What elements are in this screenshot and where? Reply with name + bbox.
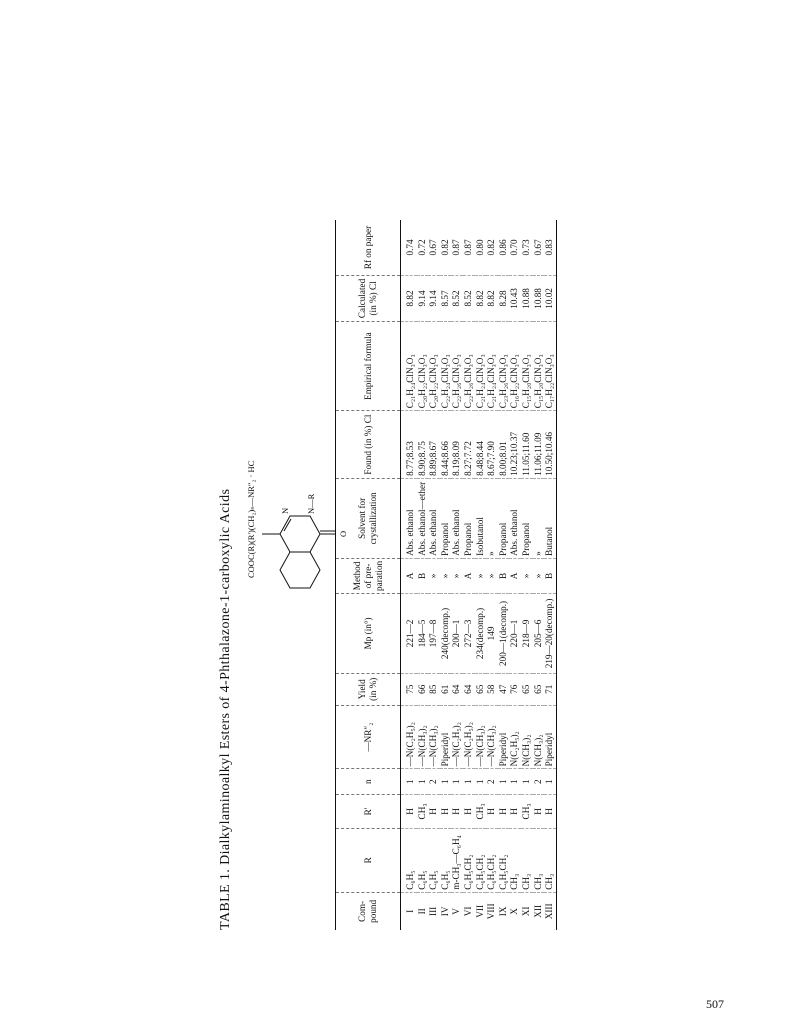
rotated-table-block	[218, 220, 568, 930]
cell-rf: 0.67	[532, 239, 543, 256]
cell-method: »	[533, 558, 545, 593]
cell-r-prime: H	[463, 795, 475, 829]
cell-formula: C₂₀H₂₂ClN₃O₃	[428, 321, 440, 410]
cell-calculated: 8.57	[440, 275, 452, 321]
col-formula: Empirical formula	[336, 321, 401, 410]
cell-solvent: Abs. ethanol	[451, 478, 463, 558]
cell-yield: 64	[451, 673, 463, 705]
cell-rf: 0.74	[405, 239, 415, 256]
cell-found: 8.89;8.67	[428, 411, 440, 479]
col-calculated: Calculated (in %) Cl	[336, 275, 401, 321]
cell-formula: C₁₅H₂₀ClN₃O₃	[521, 321, 533, 410]
cell-solvent: Propanol	[521, 478, 533, 558]
cell-solvent: Propanol	[498, 478, 510, 558]
cell-rf: 0.80	[474, 239, 485, 256]
cell-formula: C₂₂H₂₆ClN₃O₃	[451, 321, 463, 410]
cell-method: »	[475, 558, 487, 593]
cell-yield: 65	[475, 673, 487, 705]
cell-nr2: —N(CH₃)₂	[417, 705, 429, 769]
cell-compound: X	[509, 892, 521, 930]
table-row	[417, 220, 429, 930]
cell-r: CH₃	[509, 828, 521, 892]
cell-solvent: Propanol	[440, 478, 452, 558]
cell-formula: C₂₁H₂₄ClN₃O₃	[475, 321, 487, 410]
cell-found: 10.50;10.46	[544, 411, 556, 479]
cell-compound: XIII	[544, 892, 556, 930]
cell-method: »	[451, 558, 463, 593]
cell-method: B	[417, 558, 429, 593]
cell-mp: 205—6	[533, 593, 545, 673]
cell-n: 1	[440, 769, 452, 795]
ester-group-label: COOC(R)(R')(CH₂)ₙ—NR″₂ · HCl	[246, 460, 256, 578]
cell-r-prime: H	[451, 795, 463, 829]
cell-formula: C₂₃H₂₆ClN₃O₃	[498, 321, 510, 410]
table-header-row	[336, 220, 401, 930]
cell-solvent: »	[533, 478, 545, 558]
cell-nr2: Piperidyl	[544, 705, 556, 769]
col-nr2: —NR″₂	[336, 705, 401, 769]
cell-method: »	[521, 558, 533, 593]
cell-compound: IV	[440, 892, 452, 930]
cell-method: »	[440, 558, 452, 593]
table-row	[498, 220, 510, 930]
cell-found: 8.77;8.53	[401, 411, 417, 479]
cell-compound: V	[451, 892, 463, 930]
table-row	[509, 220, 521, 930]
cell-calculated: 8.28	[498, 275, 510, 321]
table-row	[521, 220, 533, 930]
cell-r: C₆H₅CH₂	[475, 828, 487, 892]
cell-compound: VI	[463, 892, 475, 930]
cell-solvent: »	[486, 478, 498, 558]
cell-calculated: 9.14	[428, 275, 440, 321]
cell-yield: 75	[401, 673, 417, 705]
col-found: Found (in %) Cl	[336, 411, 401, 479]
cell-calculated: 8.52	[463, 275, 475, 321]
cell-nr2: —N(CH₃)₂	[475, 705, 487, 769]
cell-calculated: 10.88	[521, 275, 533, 321]
cell-yield: 65	[533, 673, 545, 705]
cell-formula: C₁₆H₂₂ClN₃O₃	[509, 321, 521, 410]
cell-nr2: N(CH₃)₂	[533, 705, 545, 769]
cell-nr2: Piperidyl	[498, 705, 510, 769]
cell-calculated: 10.88	[533, 275, 545, 321]
cell-nr2: —N(C₂H₅)₂	[401, 705, 417, 769]
cell-method: A	[401, 558, 417, 593]
cell-r-prime: H	[440, 795, 452, 829]
cell-compound: II	[417, 892, 429, 930]
nh-atom-label: N—R	[306, 493, 316, 514]
cell-solvent: Propanol	[463, 478, 475, 558]
cell-calculated: 8.52	[451, 275, 463, 321]
col-r-prime: R'	[336, 795, 401, 829]
cell-mp: 240(decomp.)	[440, 593, 452, 673]
cell-compound: IX	[498, 892, 510, 930]
col-r: R	[336, 828, 401, 892]
cell-r-prime: CH₃	[417, 795, 429, 829]
table-row	[533, 220, 545, 930]
cell-nr2: N(C₂H₅)₂	[509, 705, 521, 769]
cell-r-prime: H	[428, 795, 440, 829]
cell-r: CH₃	[533, 828, 545, 892]
cell-nr2: —N(CH₃)₂	[428, 705, 440, 769]
cell-rf: 0.82	[439, 239, 450, 256]
n-atom-label: N	[280, 507, 290, 514]
cell-n: 1	[417, 769, 429, 795]
cell-solvent: Isobutanol	[475, 478, 487, 558]
cell-calculated: 10.02	[544, 275, 556, 321]
cell-rf: 0.67	[428, 239, 439, 256]
cell-calculated: 8.82	[475, 275, 487, 321]
cell-rf: 0.86	[497, 239, 508, 256]
cell-nr2: Piperidyl	[440, 705, 452, 769]
cell-solvent: Abs. ethanol—ether	[417, 478, 429, 558]
cell-r-prime: H	[401, 795, 417, 829]
cell-found: 11.05;11.60	[521, 411, 533, 479]
page-number: 507	[706, 997, 724, 1011]
cell-compound: VII	[475, 892, 487, 930]
cell-rf: 0.82	[486, 239, 497, 256]
benzene-ring-shape	[280, 552, 320, 588]
cell-found: 8.19;8.09	[451, 411, 463, 479]
esters-table	[335, 220, 557, 930]
table-row	[428, 220, 440, 930]
cell-nr2: —N(C₂H₅)₂	[451, 705, 463, 769]
cell-nr2: —N(CH₃)₂	[486, 705, 498, 769]
cell-yield: 58	[486, 673, 498, 705]
cell-n: 2	[428, 769, 440, 795]
table-row	[440, 220, 452, 930]
cell-yield: 71	[544, 673, 556, 705]
cell-r: CH₃	[521, 828, 533, 892]
cell-yield: 65	[521, 673, 533, 705]
cell-n: 1	[498, 769, 510, 795]
cell-n: 2	[486, 769, 498, 795]
cell-formula: C₂₁H₂₄ClN₃O₃	[486, 321, 498, 410]
cell-r: C₆H₅CH₂	[498, 828, 510, 892]
cell-r: C₆H₅	[417, 828, 429, 892]
cell-rf: 0.87	[462, 239, 473, 256]
col-yield: Yield (in %)	[336, 673, 401, 705]
cell-found: 8.00;8.01	[498, 411, 510, 479]
table-row	[463, 220, 475, 930]
cell-rf: 0.70	[509, 239, 520, 256]
cell-mp: 200—1	[451, 593, 463, 673]
cell-r: CH₃	[544, 828, 556, 892]
cell-found: 8.90;8.75	[417, 411, 429, 479]
cell-solvent: Butanol	[544, 478, 556, 558]
cell-n: 1	[401, 769, 417, 795]
cell-n: 1	[451, 769, 463, 795]
cell-mp: 219—20(decomp.)	[544, 593, 556, 673]
cell-rf: 0.73	[520, 239, 531, 256]
cell-n: 2	[533, 769, 545, 795]
cell-r-prime: CH₃	[475, 795, 487, 829]
cell-yield: 66	[417, 673, 429, 705]
col-method: Method of pre-paration	[336, 558, 401, 593]
cell-calculated: 8.82	[401, 275, 417, 321]
cell-method: »	[486, 558, 498, 593]
table-row	[544, 220, 556, 930]
col-n: n	[336, 769, 401, 795]
cell-mp: 220—1	[509, 593, 521, 673]
cell-compound: VIII	[486, 892, 498, 930]
cell-rf: 0.83	[544, 220, 556, 275]
cell-formula: C₂₁H₂₄ClN₃O₃	[401, 321, 417, 410]
table-title: TABLE 1. Dialkylaminoalkyl Esters of 4-Phthalazone-1-carboxylic Acids	[218, 488, 233, 930]
cell-found: 10.23;10.37	[509, 411, 521, 479]
cell-r: C₆H₅CH₂	[463, 828, 475, 892]
table-row	[451, 220, 463, 930]
cell-yield: 76	[509, 673, 521, 705]
cell-formula: C₂₂H₂₄ClN₃O₃	[440, 321, 452, 410]
cell-compound: XI	[521, 892, 533, 930]
cell-r: m-CH₃—C₆H₄	[451, 828, 463, 892]
cell-formula: C₁₇H₂₂ClN₃O₃	[544, 321, 556, 410]
cell-nr2: —N(C₂H₅)₂	[463, 705, 475, 769]
cell-r-prime: H	[544, 795, 556, 829]
cell-solvent: Abs. ethanol	[509, 478, 521, 558]
cell-found: 11.06;11.09	[533, 411, 545, 479]
cell-mp: 184—5	[417, 593, 429, 673]
cell-mp: 234(decomp.)	[475, 593, 487, 673]
cell-r: C₆H₅	[401, 828, 417, 892]
cell-calculated: 9.14	[417, 275, 429, 321]
carbonyl-o-label: O	[338, 530, 348, 537]
cell-n: 1	[475, 769, 487, 795]
cell-calculated: 10.43	[509, 275, 521, 321]
cell-r-prime: CH₃	[521, 795, 533, 829]
cell-found: 8.27;7.72	[463, 411, 475, 479]
cell-method: A	[463, 558, 475, 593]
cell-formula: C₂₀H₂₂ClN₃O₃	[417, 321, 429, 410]
cell-r: C₆H₅CH₂	[486, 828, 498, 892]
cell-n: 1	[463, 769, 475, 795]
heterocycle-ring-shape	[280, 516, 320, 552]
col-rf: Rf on paper	[336, 220, 401, 275]
table-row	[401, 220, 417, 930]
cell-calculated: 8.82	[486, 275, 498, 321]
cell-compound: XII	[533, 892, 545, 930]
cell-mp: 272—3	[463, 593, 475, 673]
cell-yield: 85	[428, 673, 440, 705]
cell-found: 8.67;7.90	[486, 411, 498, 479]
cell-mp: 197—8	[428, 593, 440, 673]
cell-r-prime: H	[533, 795, 545, 829]
cell-r: C₆H₅	[428, 828, 440, 892]
cell-found: 8.48;8.44	[475, 411, 487, 479]
cell-method: B	[498, 558, 510, 593]
cell-formula: C₂₂H₂₆ClN₃O₃	[463, 321, 475, 410]
cell-mp: 218—9	[521, 593, 533, 673]
cell-r-prime: H	[498, 795, 510, 829]
cell-nr2: N(CH₃)₂	[521, 705, 533, 769]
cell-solvent: Abs. ethanol	[428, 478, 440, 558]
cell-rf: 0.72	[416, 239, 427, 256]
col-solvent: Solvent for crystallization	[336, 478, 401, 558]
cell-formula: C₁₅H₂₀ClN₃O₃	[533, 321, 545, 410]
cell-method: »	[428, 558, 440, 593]
cell-r-prime: H	[509, 795, 521, 829]
cell-compound: III	[428, 892, 440, 930]
col-mp: Mp (in°)	[336, 593, 401, 673]
cell-yield: 47	[498, 673, 510, 705]
cell-yield: 64	[463, 673, 475, 705]
cell-solvent: Abs. ethanol	[401, 478, 417, 558]
cell-mp: 200—1(decomp.)	[498, 593, 510, 673]
cell-found: 8.44;8.66	[440, 411, 452, 479]
cell-compound: I	[401, 892, 417, 930]
cell-mp: 221—2	[401, 593, 417, 673]
cell-yield: 61	[440, 673, 452, 705]
cell-n: 1	[509, 769, 521, 795]
cell-mp: 149	[486, 593, 498, 673]
cell-rf: 0.87	[451, 239, 462, 256]
cell-n: 1	[521, 769, 533, 795]
table-row	[486, 220, 498, 930]
table-row	[475, 220, 487, 930]
cell-method: B	[544, 558, 556, 593]
cell-r: C₆H₅	[440, 828, 452, 892]
cell-n: 1	[544, 769, 556, 795]
col-compound: Com-pound	[336, 892, 401, 930]
cell-method: A	[509, 558, 521, 593]
cell-r-prime: H	[486, 795, 498, 829]
